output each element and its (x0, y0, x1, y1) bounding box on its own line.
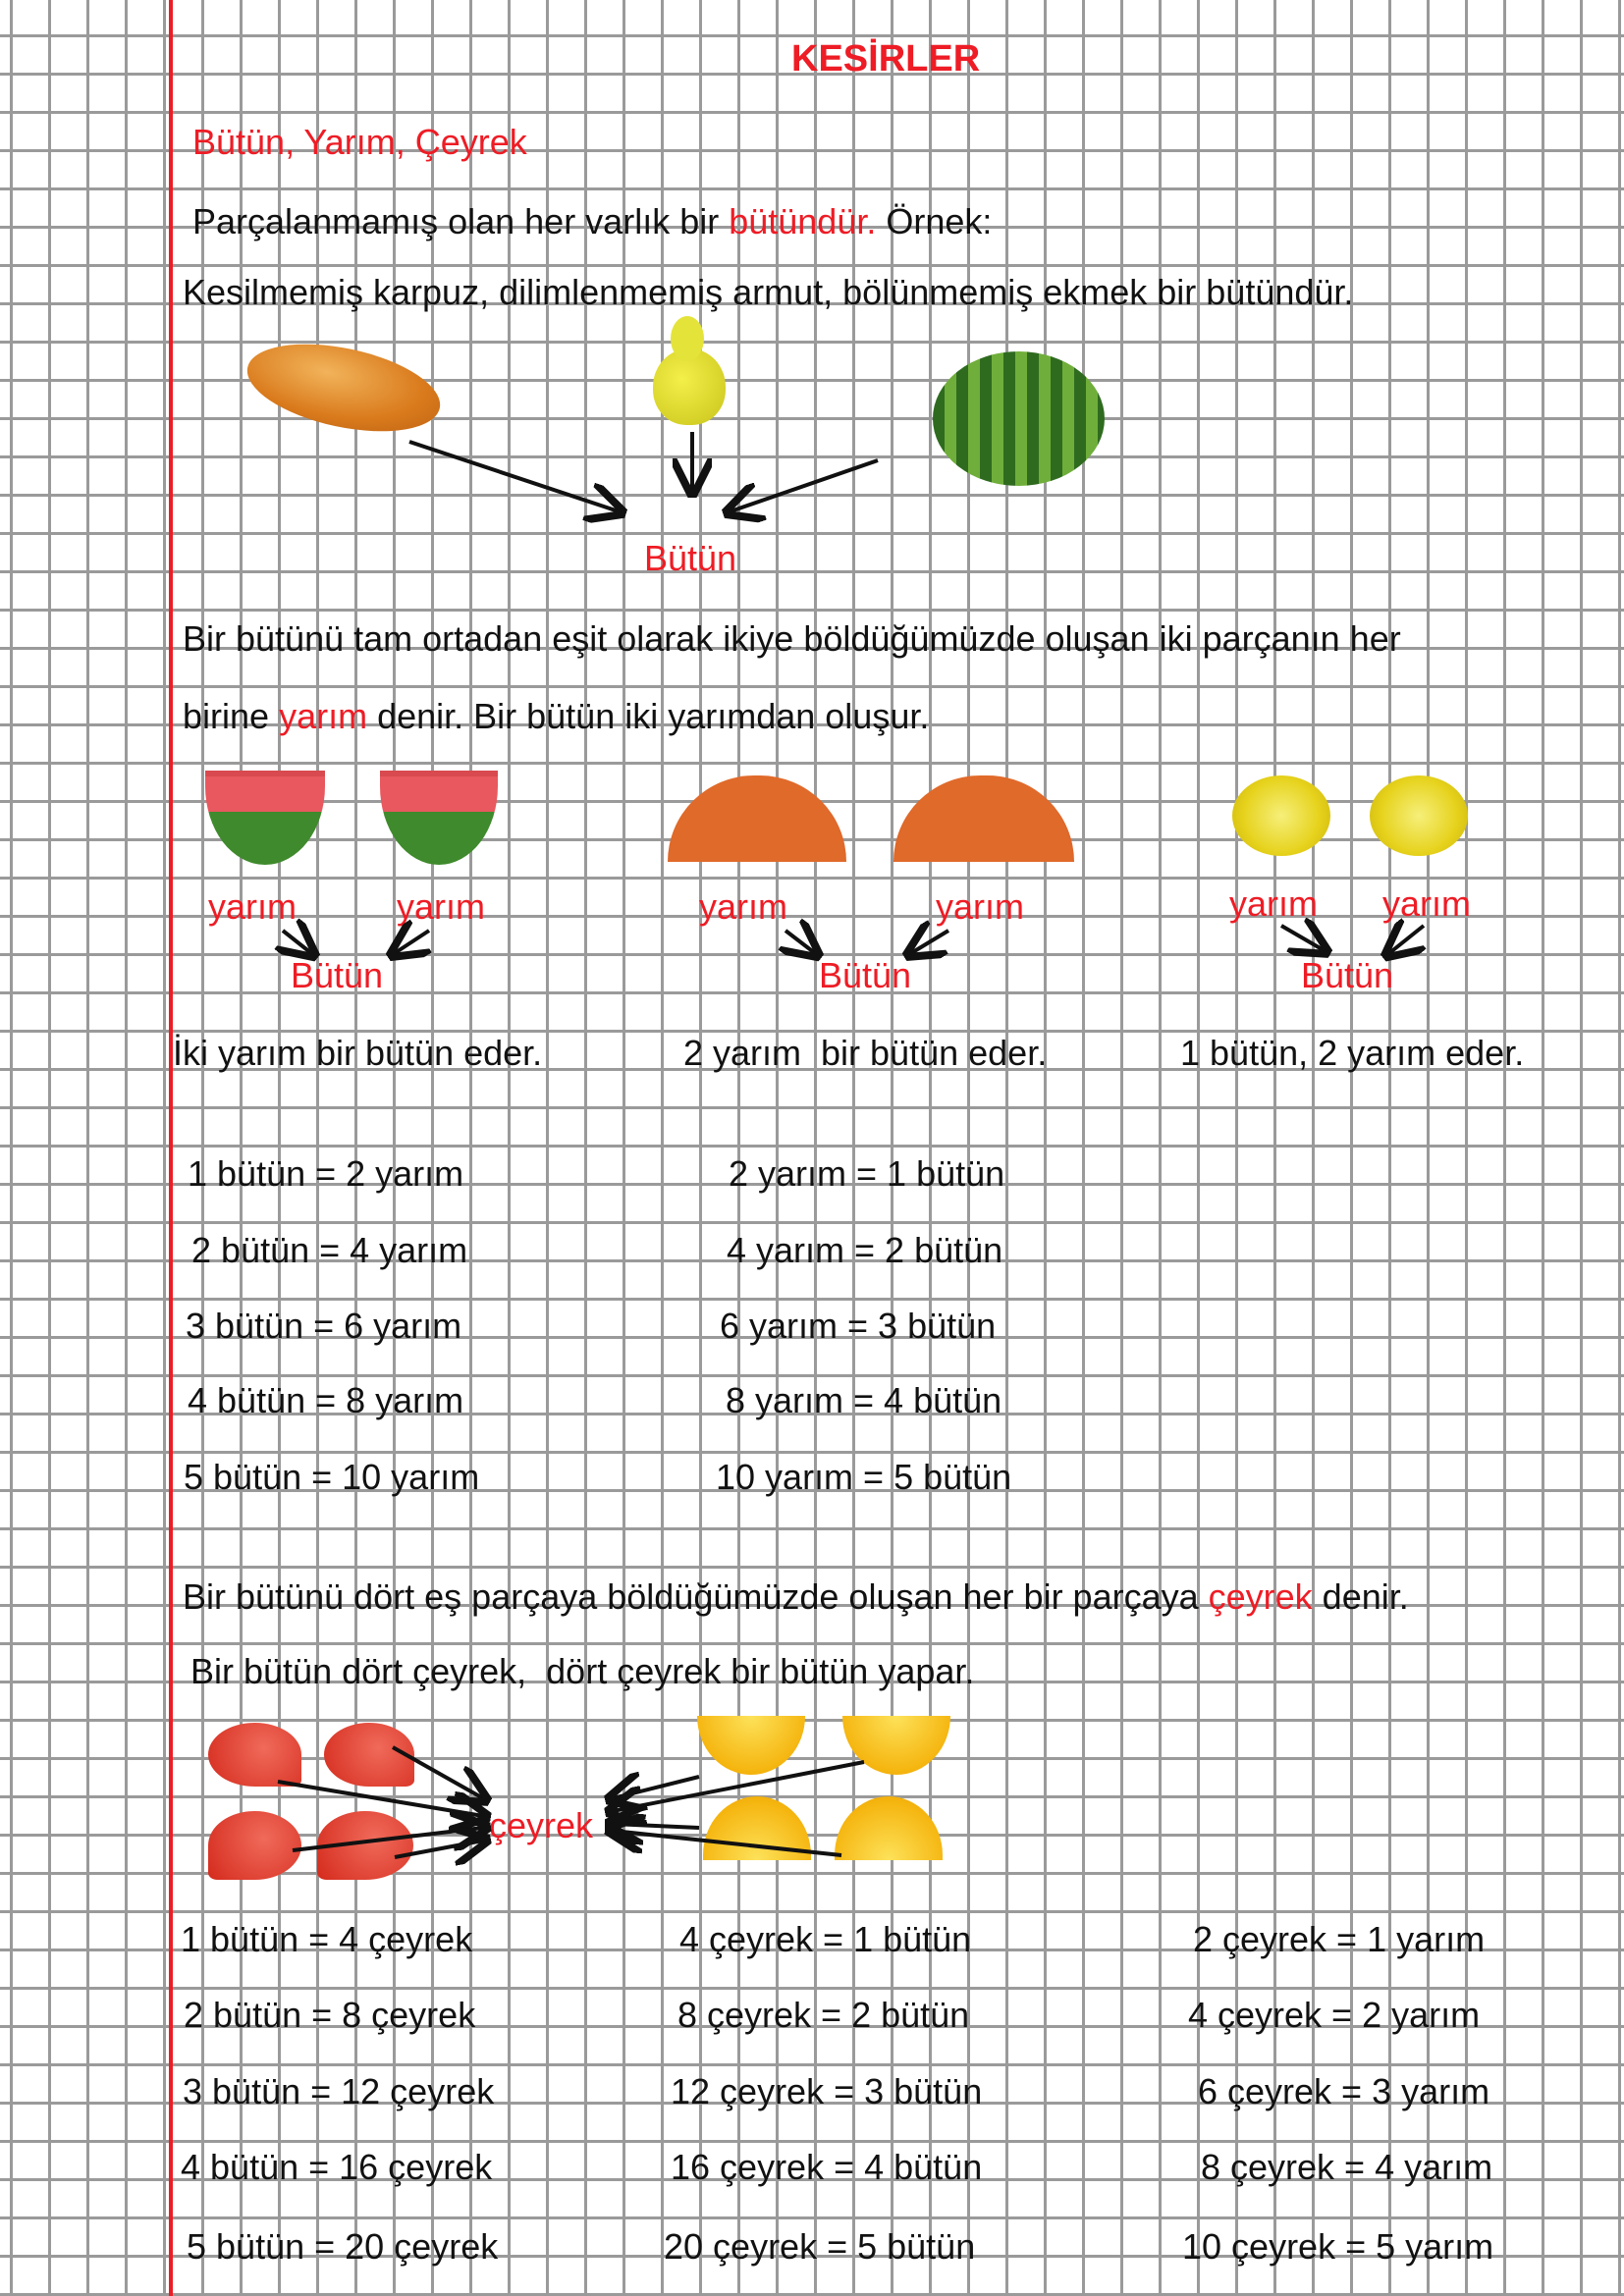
equation: 5 bütün = 20 çeyrek (187, 2226, 499, 2267)
arrow (613, 1824, 699, 1828)
paragraph-examples: Kesilmemiş karpuz, dilimlenmemiş armut, bölünmemiş ekmek bir bütündür. (183, 272, 1354, 312)
sentence: İki yarım bir bütün eder. (173, 1033, 543, 1073)
arrow (731, 460, 878, 511)
arrow (395, 1841, 483, 1857)
equation: 16 çeyrek = 4 bütün (671, 2147, 983, 2187)
highlight-term: yarım (279, 696, 368, 736)
equation: 12 çeyrek = 3 bütün (671, 2071, 983, 2111)
equation: 2 yarım = 1 bütün (729, 1153, 1005, 1194)
equation: 4 bütün = 8 yarım (188, 1380, 464, 1420)
equation: 2 çeyrek = 1 yarım (1193, 1919, 1486, 1959)
equation: 8 çeyrek = 4 yarım (1201, 2147, 1493, 2187)
equation: 3 bütün = 6 yarım (186, 1306, 462, 1346)
arrow (278, 1782, 483, 1816)
page-title: KESİRLER (791, 38, 981, 80)
arrow (1389, 926, 1424, 953)
equation: 5 bütün = 10 yarım (184, 1457, 480, 1497)
equation: 4 bütün = 16 çeyrek (181, 2147, 493, 2187)
section-heading: Bütün, Yarım, Çeyrek (192, 122, 527, 162)
equation: 1 bütün = 4 çeyrek (181, 1919, 473, 1959)
paragraph-quarter-2: Bir bütün dört çeyrek, dört çeyrek bir bütün yapar. (190, 1651, 975, 1691)
half-label: yarım (1382, 883, 1471, 924)
highlight-term: bütündür. (729, 201, 877, 241)
half-label: yarım (397, 886, 485, 927)
whole-label: Bütün (644, 538, 737, 578)
text: Örnek: (876, 201, 993, 241)
equation: 1 bütün = 2 yarım (188, 1153, 464, 1194)
equation: 10 yarım = 5 bütün (716, 1457, 1012, 1497)
arrow (283, 931, 311, 953)
equation: 8 yarım = 4 bütün (726, 1380, 1002, 1420)
equation: 6 yarım = 3 bütün (720, 1306, 997, 1346)
sentence: 2 yarım bir bütün eder. (683, 1033, 1048, 1073)
paragraph-half-1: Bir bütünü tam ortadan eşit olarak ikiye böldüğümüzde oluşan iki parçanın her (183, 618, 1401, 659)
arrow (785, 931, 815, 953)
equation: 8 çeyrek = 2 bütün (677, 1995, 970, 2035)
half-label: yarım (936, 886, 1024, 927)
whole-label: Bütün (291, 955, 384, 995)
text: birine (183, 696, 280, 736)
whole-label: Bütün (819, 955, 912, 995)
half-label: yarım (699, 886, 787, 927)
arrow (613, 1831, 841, 1855)
arrow (395, 931, 429, 953)
equation: 6 çeyrek = 3 yarım (1198, 2071, 1490, 2111)
quarter-label: çeyrek (489, 1805, 594, 1845)
text: Parçalanmamış olan her varlık bir (192, 201, 730, 241)
equation: 4 çeyrek = 1 bütün (679, 1919, 972, 1959)
equation: 10 çeyrek = 5 yarım (1182, 2226, 1494, 2267)
half-label: yarım (208, 886, 297, 927)
arrow (911, 931, 948, 953)
arrow (409, 442, 619, 511)
equation: 4 çeyrek = 2 yarım (1188, 1995, 1481, 2035)
equation: 20 çeyrek = 5 bütün (664, 2226, 976, 2267)
whole-label: Bütün (1301, 955, 1394, 995)
text: denir. Bir bütün iki yarımdan oluşur. (367, 696, 930, 736)
arrow (393, 1747, 483, 1798)
text: denir. (1312, 1576, 1409, 1617)
arrow (613, 1762, 864, 1811)
equation: 3 bütün = 12 çeyrek (183, 2071, 495, 2111)
text: Bir bütünü dört eş parçaya böldüğümüzde oluşan her bir parçaya (183, 1576, 1209, 1617)
arrow (1281, 926, 1324, 950)
equation: 2 bütün = 4 yarım (191, 1230, 468, 1270)
equation: 4 yarım = 2 bütün (727, 1230, 1003, 1270)
highlight-term: çeyrek (1208, 1576, 1313, 1617)
equation: 2 bütün = 8 çeyrek (184, 1995, 476, 2035)
sentence: 1 bütün, 2 yarım eder. (1180, 1033, 1525, 1073)
half-label: yarım (1229, 883, 1318, 924)
